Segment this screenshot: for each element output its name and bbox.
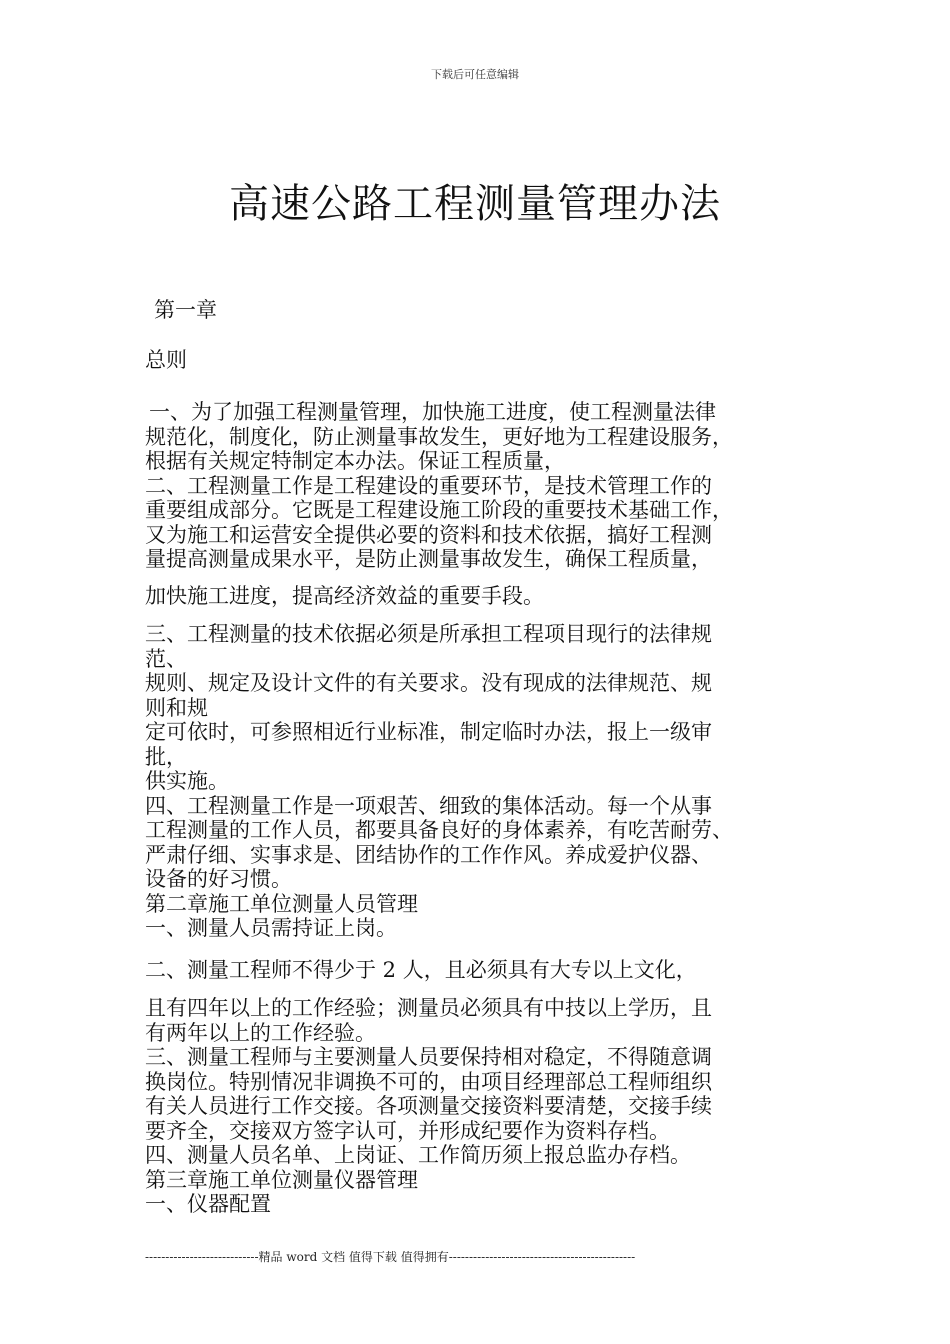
text-line: 批， (145, 744, 187, 769)
text-line: 设备的好习惯。 (145, 867, 292, 891)
text-line: 供实施。 (145, 769, 229, 793)
text-line: 工程测量的工作人员，都要具备良好的身体素养，有吃苦耐劳、 (145, 818, 733, 842)
text-line: 又为施工和运营安全提供必要的资料和技术依据，搞好工程测 (145, 522, 712, 547)
footer-note: ----------------------------精品 word 文档 值得下载 值得拥有---------------------------------------------- (145, 1250, 636, 1264)
text-line: 加快施工进度，提高经济效益的重要手段。 (145, 584, 544, 608)
text-line: 且有四年以上的工作经验；测量员必须具有中技以上学历，且 (145, 996, 712, 1020)
text-line: 重要组成部分。它既是工程建设施工阶段的重要技术基础工作， (145, 498, 733, 522)
text-line: 四、测量人员名单、上岗证、工作简历须上报总监办存档。 (145, 1143, 691, 1167)
text-line: 严肃仔细、实事求是、团结协作的工作作风。养成爱护仪器、 (145, 842, 712, 867)
text-line: 量提高测量成果水平，是防止测量事故发生，确保工程质量， (145, 547, 712, 571)
text-line: 要齐全，交接双方签字认可，并形成纪要作为资料存档。 (145, 1118, 670, 1143)
text-line: 二、测量工程师不得少于 2 人，且必须具有大专以上文化， (145, 958, 697, 982)
text-line: 三、工程测量的技术依据必须是所承担工程项目现行的法律规 (145, 622, 712, 646)
text-line: 四、工程测量工作是一项艰苦、细致的集体活动。每一个从事 (145, 793, 712, 818)
header-note: 下载后可任意编辑 (431, 68, 519, 81)
text-line: 规范化，制度化，防止测量事故发生，更好地为工程建设服务， (145, 424, 733, 449)
text-line: 范、 (145, 646, 187, 671)
text-line: 换岗位。特别情况非调换不可的，由项目经理部总工程师组织 (145, 1069, 712, 1094)
text-line: 三、测量工程师与主要测量人员要保持相对稳定，不得随意调 (145, 1045, 712, 1069)
paragraph-block (145, 622, 805, 941)
text-line: 一、为了加强工程测量管理，加快施工进度，使工程测量法律 (149, 400, 716, 424)
chapter-heading: 第一章 (154, 298, 217, 322)
document-title: 高速公路工程测量管理办法 (229, 181, 721, 227)
text-line: 二、工程测量工作是工程建设的重要环节，是技术管理工作的 (145, 473, 712, 498)
text-line: 有关人员进行工作交接。各项测量交接资料要清楚，交接手续 (145, 1094, 712, 1118)
text-line: 则和规 (145, 695, 208, 720)
paragraph-block (145, 996, 805, 1217)
text-line: 根据有关规定特制定本办法。保证工程质量， (145, 449, 565, 473)
text-line: 第二章施工单位测量人员管理 (145, 891, 418, 916)
text-line: 第三章施工单位测量仪器管理 (145, 1167, 418, 1192)
chapter-name: 总则 (145, 348, 187, 372)
text-line: 一、仪器配置 (145, 1192, 271, 1216)
text-line: 一、测量人员需持证上岗。 (145, 916, 397, 940)
paragraph-block (145, 958, 805, 983)
paragraph-block (145, 400, 805, 572)
paragraph-block (145, 584, 805, 609)
text-line: 规则、规定及设计文件的有关要求。没有现成的法律规范、规 (145, 671, 712, 695)
text-line: 定可依时，可参照相近行业标准，制定临时办法，报上一级审 (145, 720, 712, 744)
text-line: 有两年以上的工作经验。 (145, 1020, 376, 1045)
